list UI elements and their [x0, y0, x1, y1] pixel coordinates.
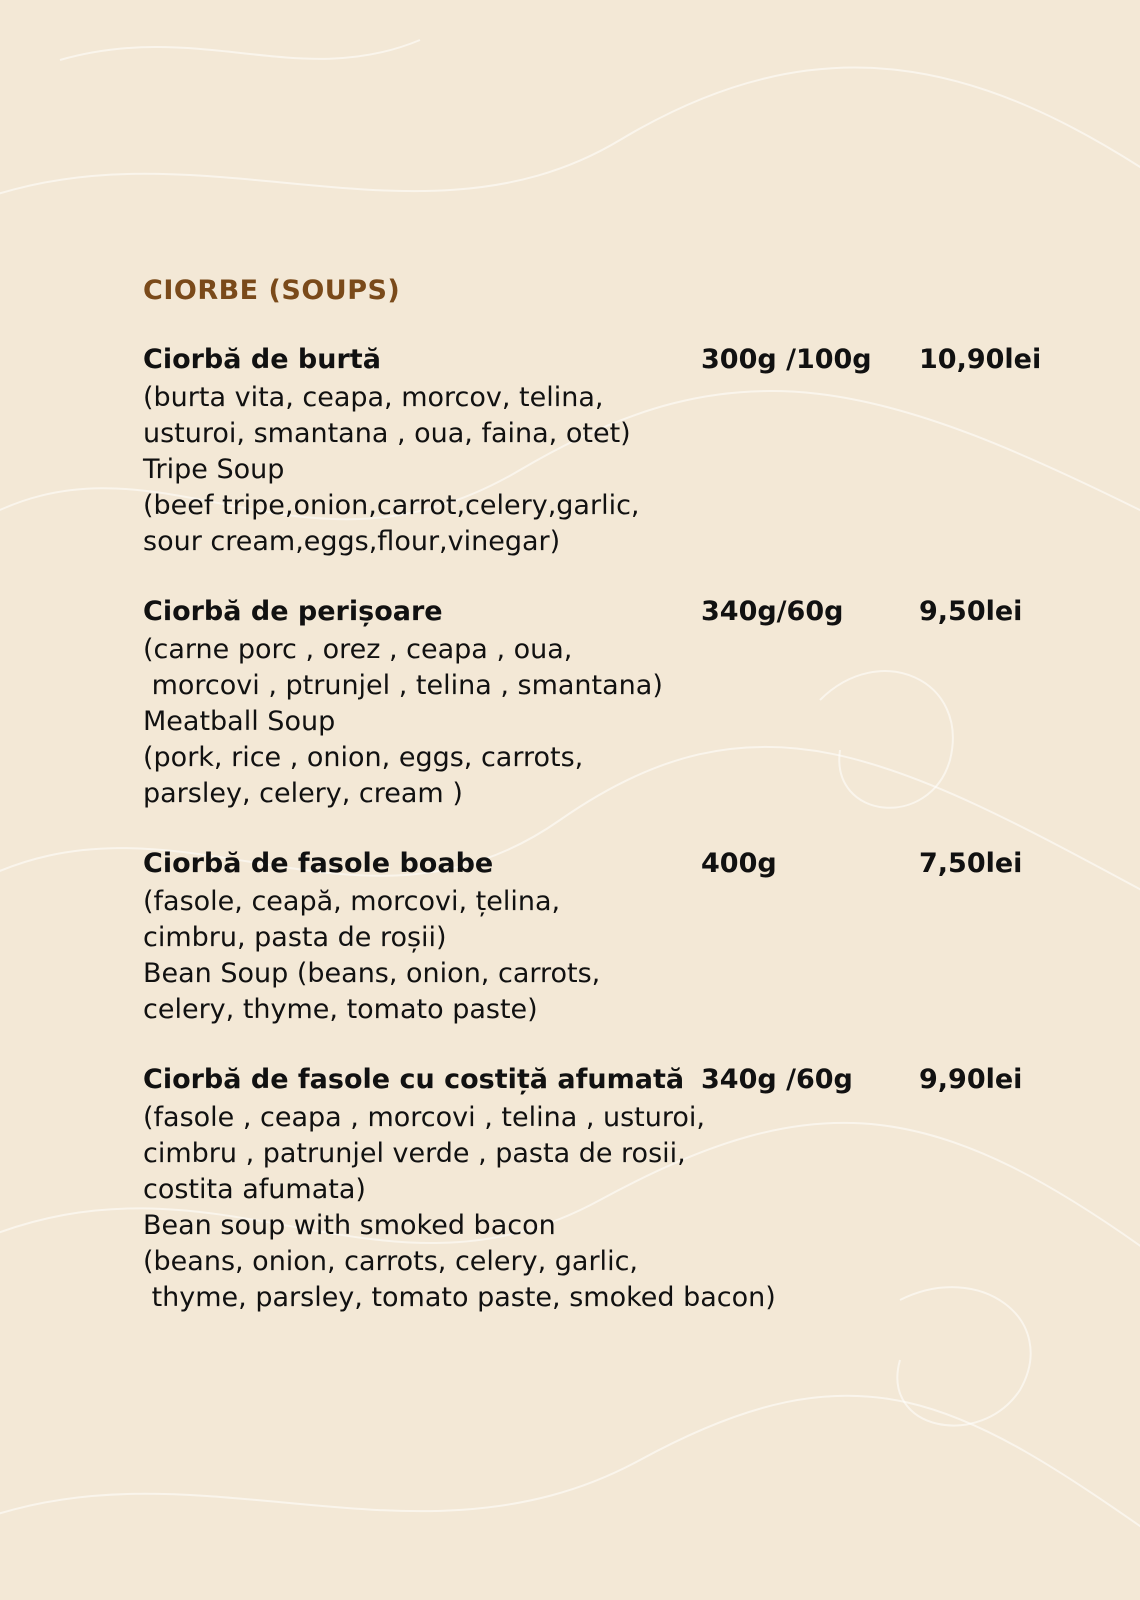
menu-item-description-line: Tripe Soup [143, 454, 285, 485]
menu-item-weight: 340g/60g [701, 596, 844, 627]
menu-item-header [143, 344, 1083, 380]
menu-item-price: 10,90lei [919, 344, 1042, 375]
menu-item-description-line: usturoi, smantana , oua, faina, otet) [143, 418, 631, 449]
menu-item-description-line: (pork, rice , onion, eggs, carrots, [143, 742, 584, 773]
menu-item-description-line: costita afumata) [143, 1174, 366, 1205]
menu-item-name: Ciorbă de burtă [143, 344, 381, 375]
menu-item-weight: 300g /100g [701, 344, 872, 375]
menu-item-price: 7,50lei [919, 848, 1023, 879]
menu-item-name: Ciorbă de perișoare [143, 596, 443, 627]
menu-item-description-line: (carne porc , orez , ceapa , oua, [143, 634, 573, 665]
menu-content [143, 275, 1083, 1352]
menu-item-description-line: morcovi , ptrunjel , telina , smantana) [143, 670, 663, 701]
menu-item-description-line: (fasole, ceapă, morcovi, țelina, [143, 886, 561, 917]
menu-item [143, 1064, 1083, 1316]
menu-item-header [143, 848, 1083, 884]
menu-item-description-line: parsley, celery, cream ) [143, 778, 463, 809]
menu-item-description-line: sour cream,eggs,flour,vinegar) [143, 526, 561, 557]
menu-item [143, 596, 1083, 812]
menu-item-description-line: (beef tripe,onion,carrot,celery,garlic, [143, 490, 640, 521]
menu-item-description-line: thyme, parsley, tomato paste, smoked bacon) [143, 1282, 776, 1313]
menu-item-name: Ciorbă de fasole boabe [143, 848, 494, 879]
menu-item-description-line: (fasole , ceapa , morcovi , telina , usturoi, [143, 1102, 705, 1133]
menu-item-price: 9,90lei [919, 1064, 1023, 1095]
menu-item-description-line: Bean Soup (beans, onion, carrots, [143, 958, 601, 989]
menu-item-price: 9,50lei [919, 596, 1023, 627]
menu-item [143, 848, 1083, 1028]
menu-item-header [143, 596, 1083, 632]
menu-item-description-line: Meatball Soup [143, 706, 336, 737]
menu-item-name: Ciorbă de fasole cu costiță afumată [143, 1064, 685, 1095]
menu-item-description-line: celery, thyme, tomato paste) [143, 994, 538, 1025]
menu-item-description-line: (burta vita, ceapa, morcov, telina, [143, 382, 604, 413]
menu-item-weight: 340g /60g [701, 1064, 853, 1095]
menu-item-description-line: cimbru , patrunjel verde , pasta de rosii, [143, 1138, 686, 1169]
menu-item-description-line: Bean soup with smoked bacon [143, 1210, 556, 1241]
menu-item [143, 344, 1083, 560]
menu-item-description-line: cimbru, pasta de roșii) [143, 922, 447, 953]
menu-item-header [143, 1064, 1083, 1100]
menu-item-weight: 400g [701, 848, 777, 879]
menu-item-description-line: (beans, onion, carrots, celery, garlic, [143, 1246, 638, 1277]
menu-items [143, 344, 1083, 1316]
section-title: CIORBE (SOUPS) [143, 275, 401, 306]
